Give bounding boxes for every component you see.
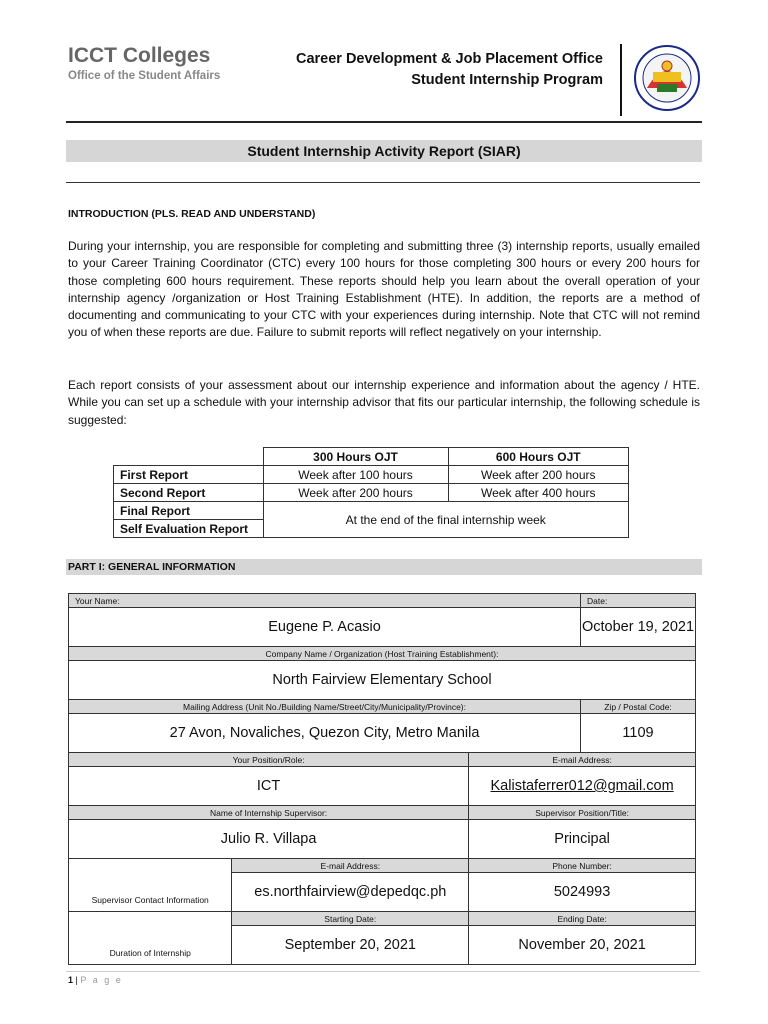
row-label: First Report: [114, 466, 264, 484]
cell-600: Week after 200 hours: [448, 466, 629, 484]
sup-email-field[interactable]: es.northfairview@depedqc.ph: [232, 873, 469, 912]
start-date-label: Starting Date:: [232, 912, 469, 926]
col-300-header: 300 Hours OJT: [263, 448, 448, 466]
intro-paragraph-2: Each report consists of your assessment about our internship experience and information about the agency / HTE. While you can set up a schedule with your internship advisor that fits our particular internship, the following schedule is suggested:: [68, 378, 700, 427]
dept-line-1: Career Development & Job Placement Office: [295, 51, 603, 67]
address-label: Mailing Address (Unit No./Building Name/Street/City/Municipality/Province):: [69, 700, 581, 714]
date-label: Date:: [581, 594, 696, 608]
row-label: Second Report: [114, 484, 264, 502]
col-600-header: 600 Hours OJT: [448, 448, 629, 466]
cell-300: Week after 100 hours: [263, 466, 448, 484]
company-field[interactable]: North Fairview Elementary School: [69, 661, 696, 700]
company-label: Company Name / Organization (Host Training Establishment):: [69, 647, 696, 661]
zip-field[interactable]: 1109: [581, 714, 696, 753]
end-date-field[interactable]: November 20, 2021: [469, 926, 696, 965]
title-rule: [66, 182, 700, 183]
header-rule: [66, 121, 702, 123]
schedule-row: [114, 466, 629, 484]
sup-title-label: Supervisor Position/Title:: [469, 806, 696, 820]
email-field[interactable]: Kalistaferrer012@gmail.com: [490, 778, 674, 794]
org-name: ICCT Colleges: [68, 44, 211, 67]
supervisor-field[interactable]: Julio R. Villapa: [69, 820, 469, 859]
page-footer: [68, 975, 123, 985]
footer-separator: |: [73, 975, 81, 985]
page-word: P a g e: [80, 975, 123, 985]
icct-seal-logo: [633, 44, 701, 112]
contact-info-label: Supervisor Contact Information: [69, 859, 232, 912]
part1-heading: PART I: GENERAL INFORMATION: [66, 559, 702, 575]
position-label: Your Position/Role:: [69, 753, 469, 767]
sup-title-field[interactable]: Principal: [469, 820, 696, 859]
general-info-form: [68, 593, 696, 965]
schedule-row: [114, 484, 629, 502]
duration-label: Duration of Internship: [69, 912, 232, 965]
address-field[interactable]: 27 Avon, Novaliches, Quezon City, Metro Manila: [69, 714, 581, 753]
cell-600: Week after 400 hours: [448, 484, 629, 502]
position-field[interactable]: ICT: [69, 767, 469, 806]
name-label: Your Name:: [69, 594, 581, 608]
supervisor-label: Name of Internship Supervisor:: [69, 806, 469, 820]
office-name: Office of the Student Affairs: [68, 70, 221, 82]
start-date-field[interactable]: September 20, 2021: [232, 926, 469, 965]
cell-300: Week after 200 hours: [263, 484, 448, 502]
intro-paragraph-1: During your internship, you are responsible for completing and submitting three (3) internship reports, usually emailed to your Career Training Coordinator (CTC) every 100 hours for those completing 300 hours or every 200 hours for those completing 600 hours requirement. These reports should help you learn about the overall operation of your internship agency /organization or Host Training Establishment (HTE). In addition, the reports are a method of documenting and communicating to your CTC with your experiences during internship. Note that CTC will not remind you of when these reports are due. Failure to submit reports will reflect negatively on your internship.: [68, 239, 700, 340]
final-report-value: At the end of the final internship week: [263, 502, 629, 538]
sup-email-label: E-mail Address:: [232, 859, 469, 873]
phone-field[interactable]: 5024993: [469, 873, 696, 912]
page-number: 1: [68, 975, 74, 985]
name-field[interactable]: Eugene P. Acasio: [69, 608, 581, 647]
email-label: E-mail Address:: [469, 753, 696, 767]
header-divider: [620, 44, 622, 116]
intro-heading: INTRODUCTION (PLS. READ AND UNDERSTAND): [68, 208, 316, 220]
self-eval-label: Self Evaluation Report: [114, 520, 264, 538]
schedule-table: [113, 447, 629, 538]
dept-line-2: Student Internship Program: [411, 72, 603, 88]
footer-rule: [66, 971, 700, 972]
report-title: Student Internship Activity Report (SIAR): [66, 140, 702, 162]
date-field[interactable]: October 19, 2021: [581, 608, 696, 647]
final-report-label: Final Report: [114, 502, 264, 520]
zip-label: Zip / Postal Code:: [581, 700, 696, 714]
end-date-label: Ending Date:: [469, 912, 696, 926]
phone-label: Phone Number:: [469, 859, 696, 873]
